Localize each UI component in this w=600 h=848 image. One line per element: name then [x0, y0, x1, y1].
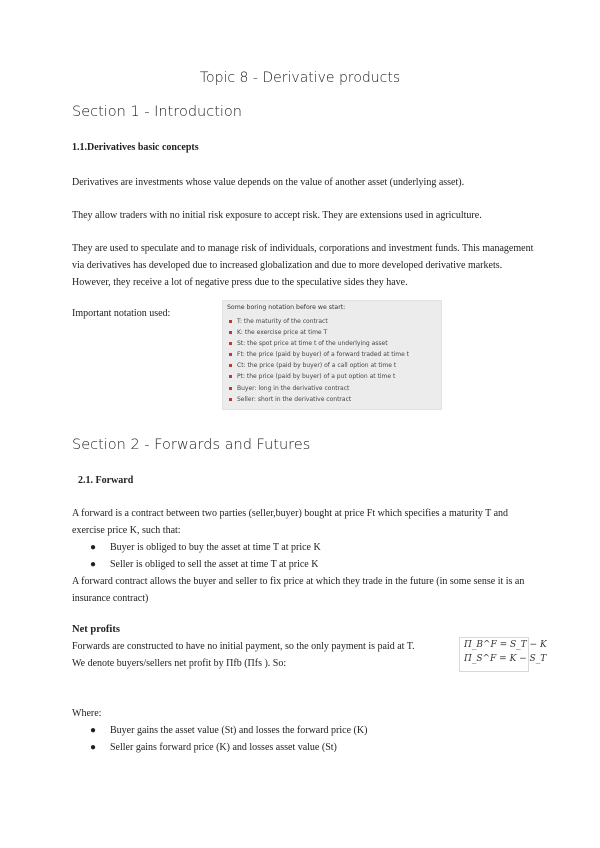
buyer-profit-formula: Π_B^F = S_T − K: [464, 640, 547, 650]
bullet-dot-icon: ●: [90, 742, 97, 753]
bullet-square-icon: [229, 375, 232, 378]
notation-item: K: the exercise price at time T: [229, 327, 409, 338]
list-item: ● Seller is obliged to sell the asset at time T at price K: [90, 556, 321, 573]
section-2-paragraph-2: A forward contract allows the buyer and seller to fix price at which they trade in the future (in some sense it is an insurance contract): [72, 576, 525, 604]
notation-label: Important notation used:: [72, 308, 171, 319]
net-profits-line-2: We denote buyers/sellers net profit by Πfb (Πfs ). So:: [72, 658, 287, 669]
notation-item: Seller: short in the derivative contract: [229, 394, 409, 405]
notation-item: Ct: the price (paid by buyer) of a call option at time t: [229, 360, 409, 371]
bullet-square-icon: [229, 320, 232, 323]
subsection-1-1-heading: 1.1.Derivatives basic concepts: [72, 142, 199, 153]
bullet-dot-icon: ●: [90, 725, 97, 736]
bullet-square-icon: [229, 387, 232, 390]
bullet-square-icon: [229, 398, 232, 401]
notation-item: Ft: the price (paid by buyer) of a forward traded at time t: [229, 349, 409, 360]
forward-obligations-list: [90, 539, 321, 573]
list-item: ● Buyer is obliged to buy the asset at time T at price K: [90, 539, 321, 556]
section-1-paragraph-3: They are used to speculate and to manage risk of individuals, corporations and investment funds. This management via derivatives has developed due to increased globalization and due to more developed derivative markets. However, they receive a lot of negative press due to the speculative sides they have.: [72, 243, 534, 288]
bullet-square-icon: [229, 353, 232, 356]
list-item: ● Buyer gains the asset value (St) and losses the forward price (K): [90, 722, 367, 739]
section-1-heading: Section 1 - Introduction: [72, 104, 242, 120]
subsection-2-1-heading: 2.1. Forward: [78, 475, 134, 486]
where-label: Where:: [72, 708, 102, 719]
notation-image: [222, 300, 442, 410]
bullet-square-icon: [229, 342, 232, 345]
notation-list: [229, 316, 409, 405]
seller-profit-formula: Π_S^F = K − S_T: [464, 654, 547, 664]
net-profits-line-1: Forwards are constructed to have no initial payment, so the only payment is paid at T.: [72, 641, 415, 652]
list-item: ● Seller gains forward price (K) and losses asset value (St): [90, 739, 367, 756]
section-1-paragraph-2: They allow traders with no initial risk exposure to accept risk. They are extensions used in agriculture.: [72, 210, 482, 221]
net-profit-formula-image: [459, 637, 547, 672]
bullet-dot-icon: ●: [90, 542, 97, 553]
section-2-paragraph-1: A forward is a contract between two parties (seller,buyer) bought at price Ft which specifies a maturity T and exercise price K, such that:: [72, 508, 509, 536]
notation-item: St: the spot price at time t of the underlying asset: [229, 338, 409, 349]
section-1-paragraph-1: Derivatives are investments whose value depends on the value of another asset (underlying asset).: [72, 177, 465, 188]
bullet-dot-icon: ●: [90, 559, 97, 570]
notation-header: Some boring notation before we start:: [227, 304, 346, 311]
document-title: Topic 8 - Derivative products: [199, 70, 401, 86]
bullet-square-icon: [229, 364, 232, 367]
notation-item: Buyer: long in the derivative contract: [229, 383, 409, 394]
notation-item: T: the maturity of the contract: [229, 316, 409, 327]
section-2-heading: Section 2 - Forwards and Futures: [72, 437, 311, 453]
notation-item: Pt: the price (paid by buyer) of a put option at time t: [229, 371, 409, 382]
where-explanation-list: [90, 722, 367, 756]
bullet-square-icon: [229, 331, 232, 334]
net-profits-heading: Net profits: [72, 624, 120, 635]
